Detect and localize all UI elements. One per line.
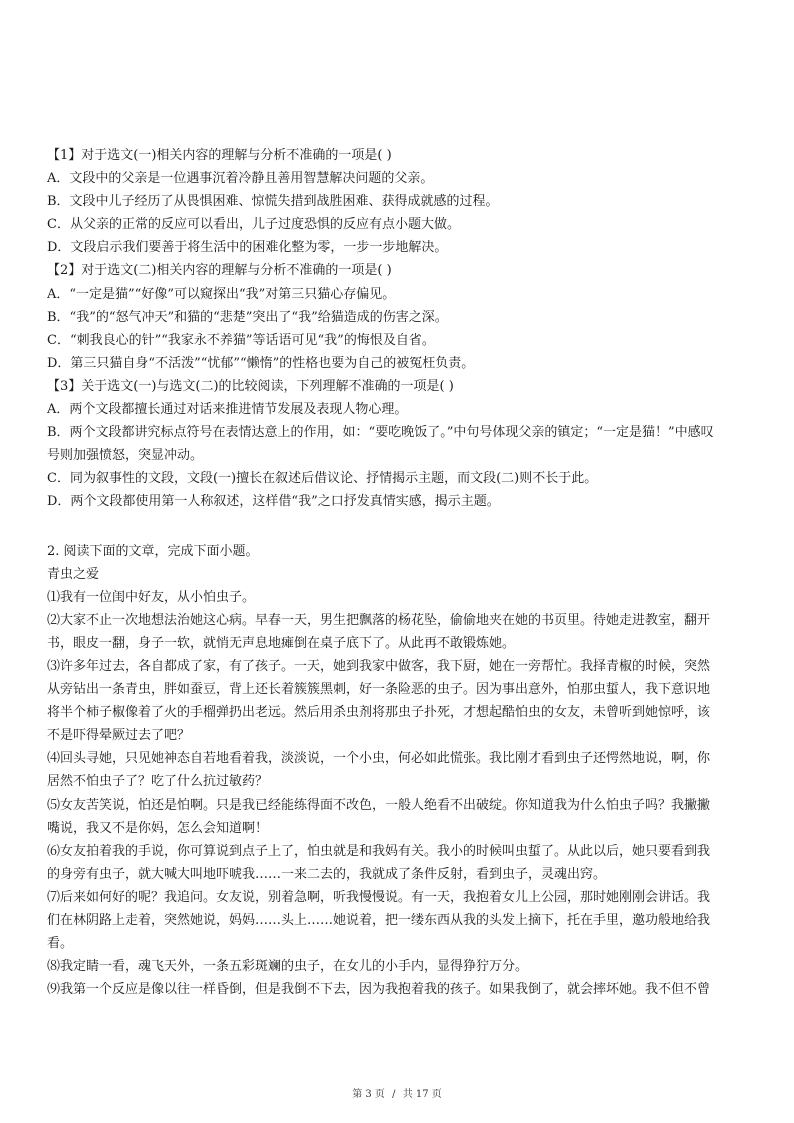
- text-line: 从旁钻出一条青虫，胖如蚕豆，背上还长着簇簇黑刺，好一条险恶的虫子。因为事出意外，怕那虫蜇人，我下意识地: [47, 682, 711, 698]
- page-separator: /: [392, 1089, 396, 1100]
- text-line: 居然不怕虫子了？吃了什么抗过敏药？: [47, 774, 269, 790]
- text-line: 将半个柿子椒像着了火的手榴弹扔出老远。然后用杀虫剂将那虫子扑死，才想起酷怕虫的女友，未曾听到她惊呼，该: [47, 705, 711, 721]
- text-line: A．“一定是猫”“好像”可以窥探出“我”对第三只猫心存偏见。: [47, 286, 396, 302]
- text-line: ⑹女友拍着我的手说，你可算说到点子上了，怕虫就是和我妈有关。我小的时候叫虫蜇了。从此以后，她只要看到我: [47, 843, 711, 859]
- text-line: ⑵大家不止一次地想法治她这心病。早春一天，男生把飘落的杨花坠，偷偷地夹在她的书页里。待她走进教室，翻开: [47, 612, 711, 628]
- text-line: C．同为叙事性的文段，文段(一)擅长在叙述后借议论、抒情揭示主题，而文段(二)则不长于此。: [47, 471, 598, 487]
- text-line: A．文段中的父亲是一位遇事沉着冷静且善用智慧解决问题的父亲。: [47, 171, 434, 187]
- question-section-2: [47, 540, 753, 1002]
- page-footer: [0, 1085, 794, 1100]
- total-pages: 共 17 页: [402, 1089, 442, 1100]
- text-line: D．第三只猫自身“不活泼”“忧郁”“懒惰”的性格也要为自己的被冤枉负责。: [47, 355, 475, 371]
- text-line: ⑴我有一位闺中好友，从小怕虫子。: [47, 589, 256, 605]
- text-line: B．两个文段都讲究标点符号在表情达意上的作用，如：“要吃晚饭了。”中句号体现父亲的镇定；“一定是猫！”中感叹: [47, 425, 714, 441]
- text-line: 们在林阴路上走着，突然她说，妈妈……头上……她说着，把一缕东西从我的头发上摘下，托在手里，邀功般地给我: [47, 913, 711, 928]
- text-line: 2. 阅读下面的文章，完成下面小题。: [47, 543, 259, 559]
- text-line: 的身旁有虫子，就大喊大叫地吓唬我……一来二去的，我就成了条件反射，看到虫子，灵魂出窍。: [47, 866, 607, 882]
- page-content: [47, 144, 753, 1001]
- text-line: B．“我”的“怒气冲天”和猫的“悲楚”突出了“我”给猫造成的伤害之深。: [47, 309, 448, 325]
- text-line: 不是吓得晕厥过去了吧？: [47, 728, 191, 744]
- text-line: C．从父亲的正常的反应可以看出，儿子过度恐惧的反应有点小题大做。: [47, 217, 460, 233]
- text-line: ⑷回头寻她，只见她神态自若地看着我，淡淡说，一个小虫，何必如此慌张。我比刚才看到虫子还愕然地说，啊，你: [47, 751, 711, 767]
- text-line: D．两个文段都使用第一人称叙述，这样借“我”之口抒发真情实感，揭示主题。: [47, 494, 500, 510]
- text-line: 看。: [47, 936, 74, 952]
- text-line: 【2】对于选文(二)相关内容的理解与分析不准确的一项是( ): [47, 263, 392, 279]
- text-line: 【1】对于选文(一)相关内容的理解与分析不准确的一项是( ): [47, 148, 392, 163]
- question-section-1: [47, 144, 753, 514]
- text-line: ⑺后来如何好的呢？我追问。女友说，别着急啊，听我慢慢说。有一天，我抱着女儿上公园，那时她刚刚会讲话。我: [47, 889, 711, 905]
- text-line: A．两个文段都擅长通过对话来推进情节发展及表现人物心理。: [47, 402, 408, 418]
- text-line: 【3】关于选文(一)与选文(二)的比较阅读，下列理解不准确的一项是( ): [47, 378, 454, 394]
- text-line: B．文段中儿子经历了从畏惧困难、惊慌失措到战胜困难、获得成就感的过程。: [47, 194, 499, 210]
- text-line: D．文段启示我们要善于将生活中的困难化整为零，一步一步地解决。: [47, 240, 448, 256]
- text-line: 青虫之爱: [47, 566, 100, 582]
- text-line: ⑸女友苦笑说，怕还是怕啊。只是我已经能练得面不改色，一般人绝看不出破绽。你知道我为什么怕虫子吗？我撇撇: [47, 797, 711, 813]
- page-number: 第 3 页: [352, 1089, 385, 1100]
- text-line: ⑶许多年过去，各自都成了家，有了孩子。一天，她到我家中做客，我下厨，她在一旁帮忙。我择青椒的时候，突然: [47, 658, 711, 674]
- text-line: ⑼我第一个反应是像以往一样昏倒，但是我倒不下去，因为我抱着我的孩子。如果我倒了，就会摔坏她。我不但不曾: [47, 982, 711, 998]
- text-line: 嘴说，我又不是你妈，怎么会知道啊！: [47, 820, 269, 836]
- section-spacer: [47, 514, 753, 540]
- text-line: ⑻我定睛一看，魂飞天外，一条五彩斑斓的虫子，在女儿的小手内，显得狰狞万分。: [47, 959, 529, 975]
- text-line: C．“刺我良心的针”“我家永不养猫”等话语可见“我”的悔恨及自省。: [47, 332, 435, 348]
- text-line: 书，眼皮一翻，身子一软，就悄无声息地瘫倒在桌子底下了。从此再不敢锻炼她。: [47, 635, 516, 651]
- text-line: 号则加强愤怒，突显冲动。: [47, 448, 204, 464]
